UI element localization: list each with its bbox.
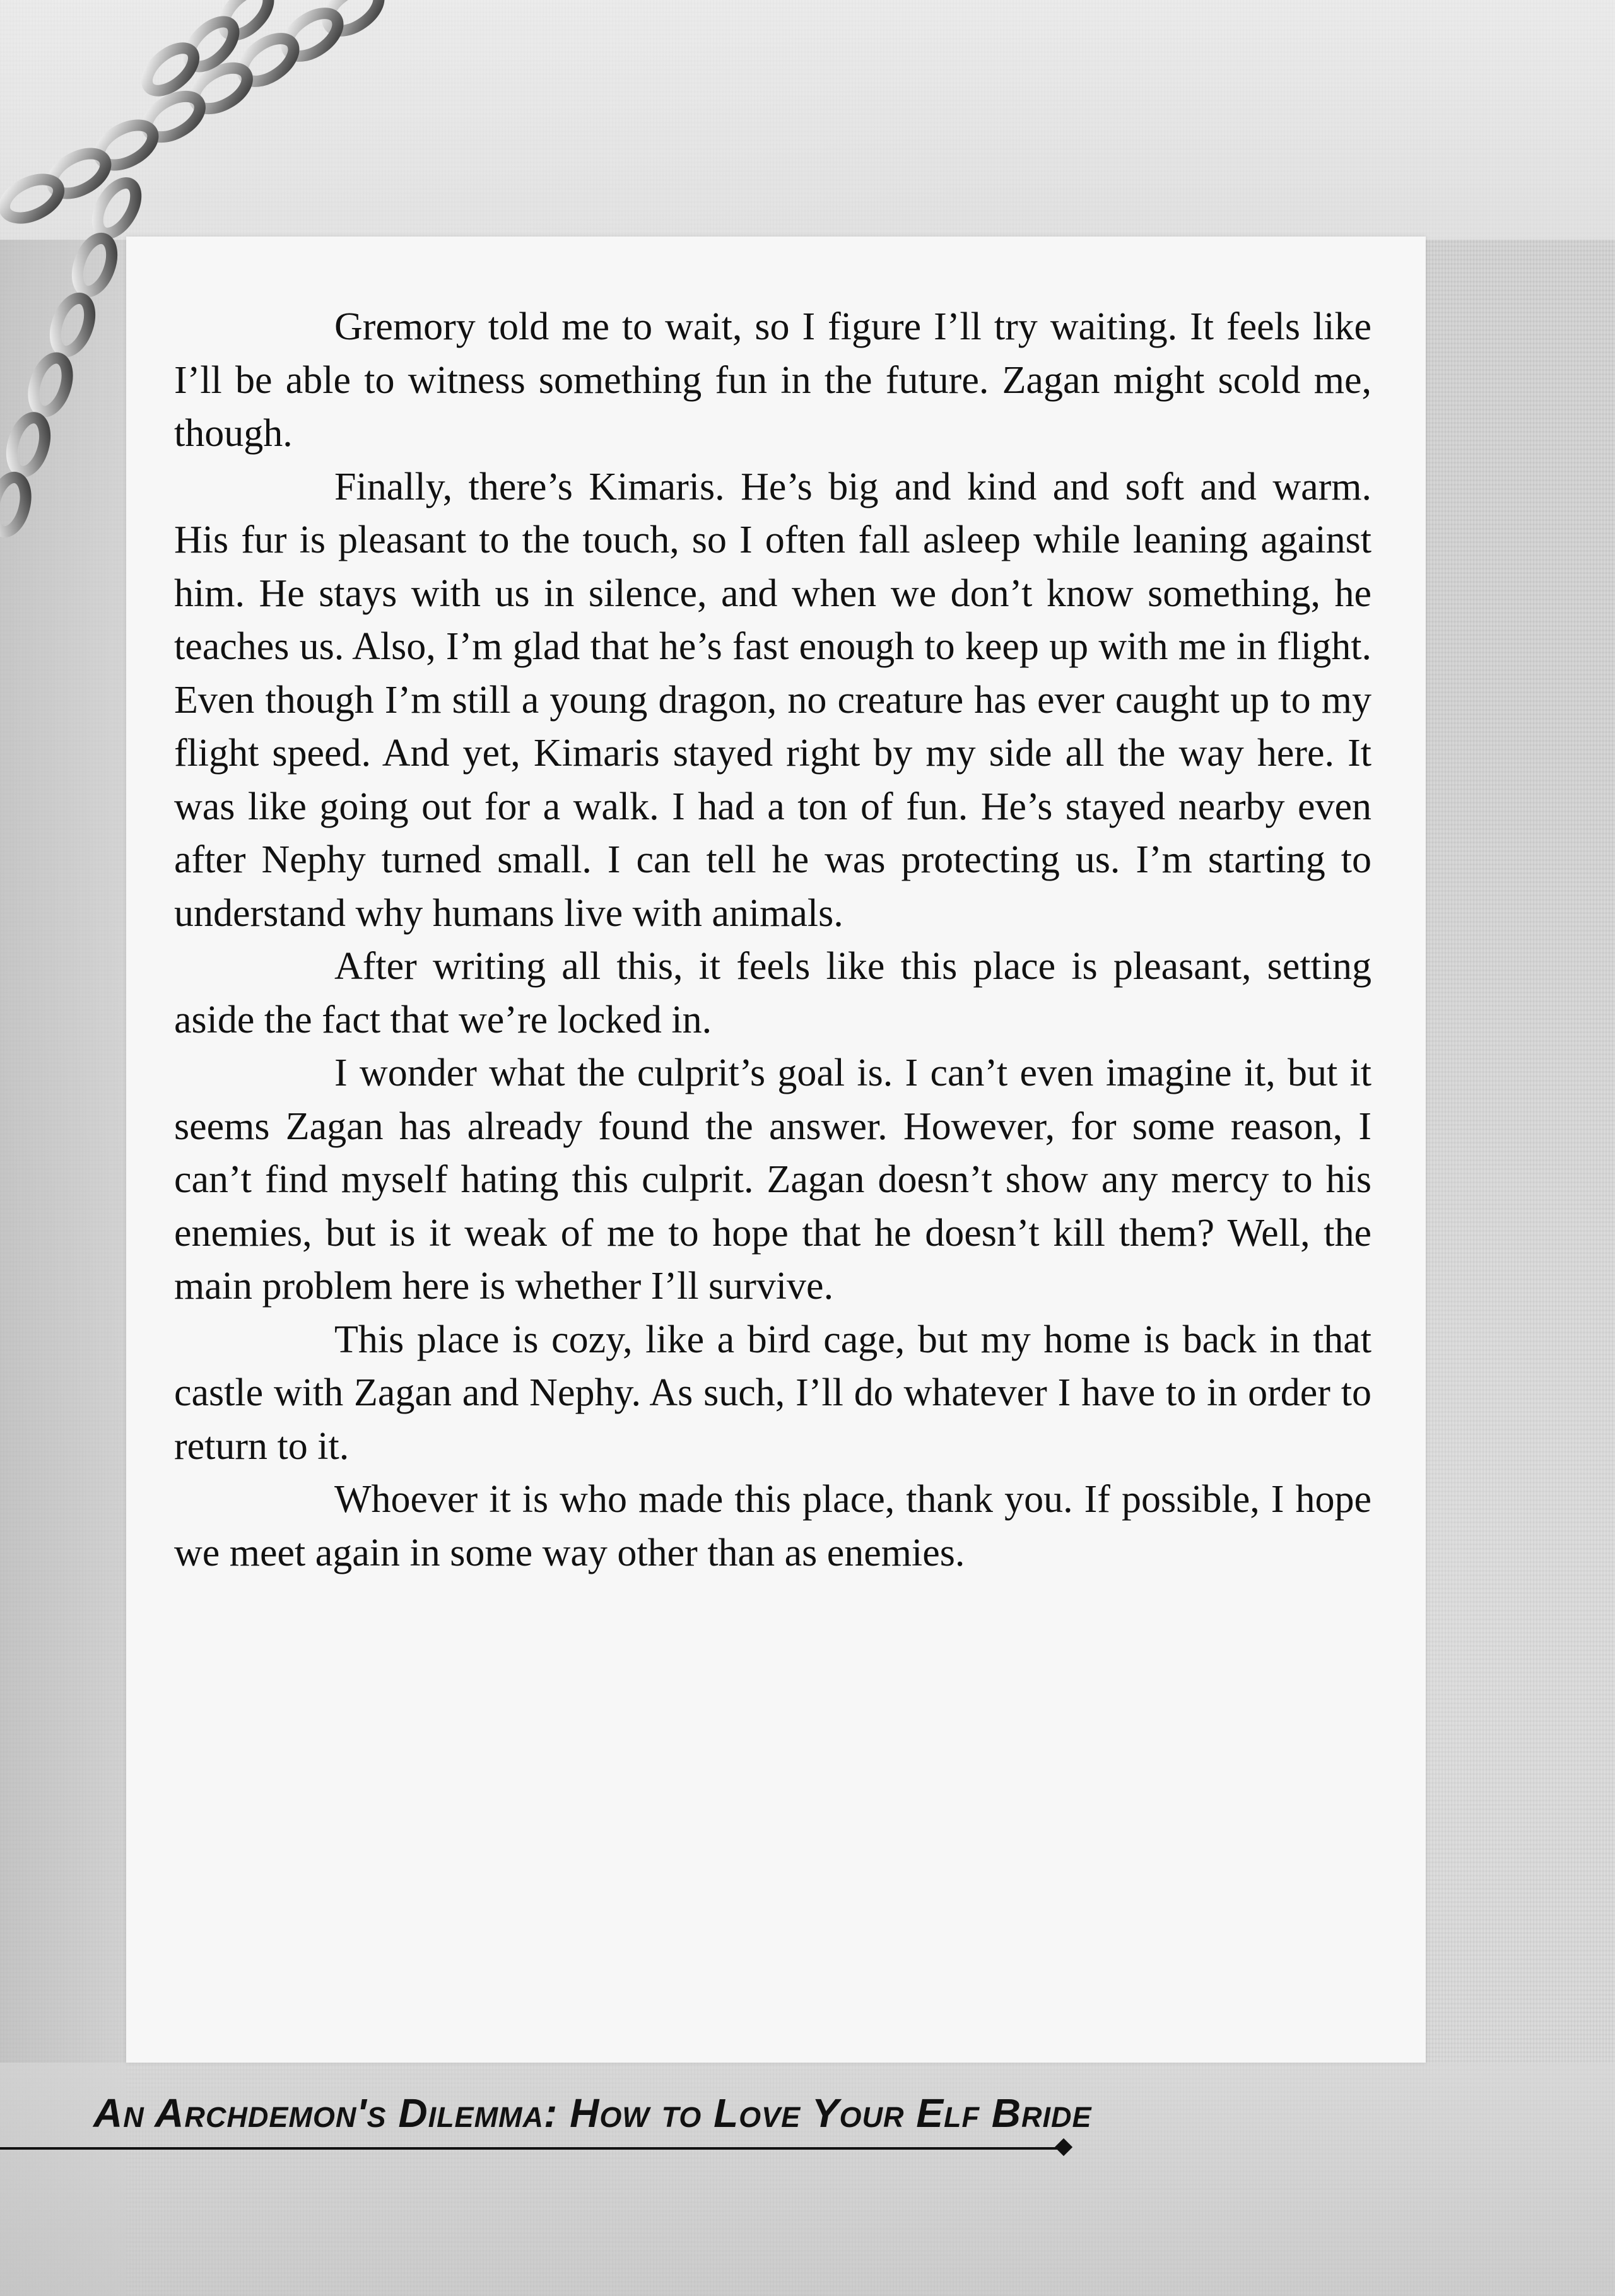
paragraph: I wonder what the culprit’s goal is. I can’t even imagine it, but it seems Zagan has already found the answer. However, for some reason, I can’t find myself hating this culprit. Zagan doesn’t show any mercy to his enemies, but is it weak of me to hope that he doesn’t kill them? Well, the main problem here is whether I’ll survive. — [174, 1051, 1371, 1308]
footer-rule — [0, 2147, 1066, 2150]
paragraph: Gremory told me to wait, so I figure I’ll try waiting. It feels like I’ll be able to witness something fun in the future. Zagan might scold me, though. — [174, 305, 1371, 455]
book-title-footer: An Archdemon's Dilemma: How to Love Your Elf Bride — [93, 2090, 1092, 2136]
paragraph: Finally, there’s Kimaris. He’s big and kind and soft and warm. His fur is pleasant to the touch, so I often fall asleep while leaning against him. He stays with us in silence, and when we don’t know something, he teaches us. Also, I’m glad that he’s fast enough to keep up with me in flight. Even though I’m still a young dragon, no creature has ever caught up to my flight speed. And yet, Kimaris stayed right by my side all the way here. It was like going out for a walk. I had a ton of fun. He’s stayed nearby even after Nephy turned small. I can tell he was protecting us. I’m starting to understand why humans live with animals. — [174, 465, 1371, 935]
body-text — [174, 300, 1371, 1579]
paragraph: After writing all this, it feels like this place is pleasant, setting aside the fact that we’re locked in. — [174, 945, 1371, 1041]
paragraph: This place is cozy, like a bird cage, but my home is back in that castle with Zagan and Nephy. As such, I’ll do whatever I have to in order to return to it. — [174, 1318, 1371, 1468]
paragraph: Whoever it is who made this place, thank you. If possible, I hope we meet again in some way other than as enemies. — [174, 1478, 1371, 1574]
